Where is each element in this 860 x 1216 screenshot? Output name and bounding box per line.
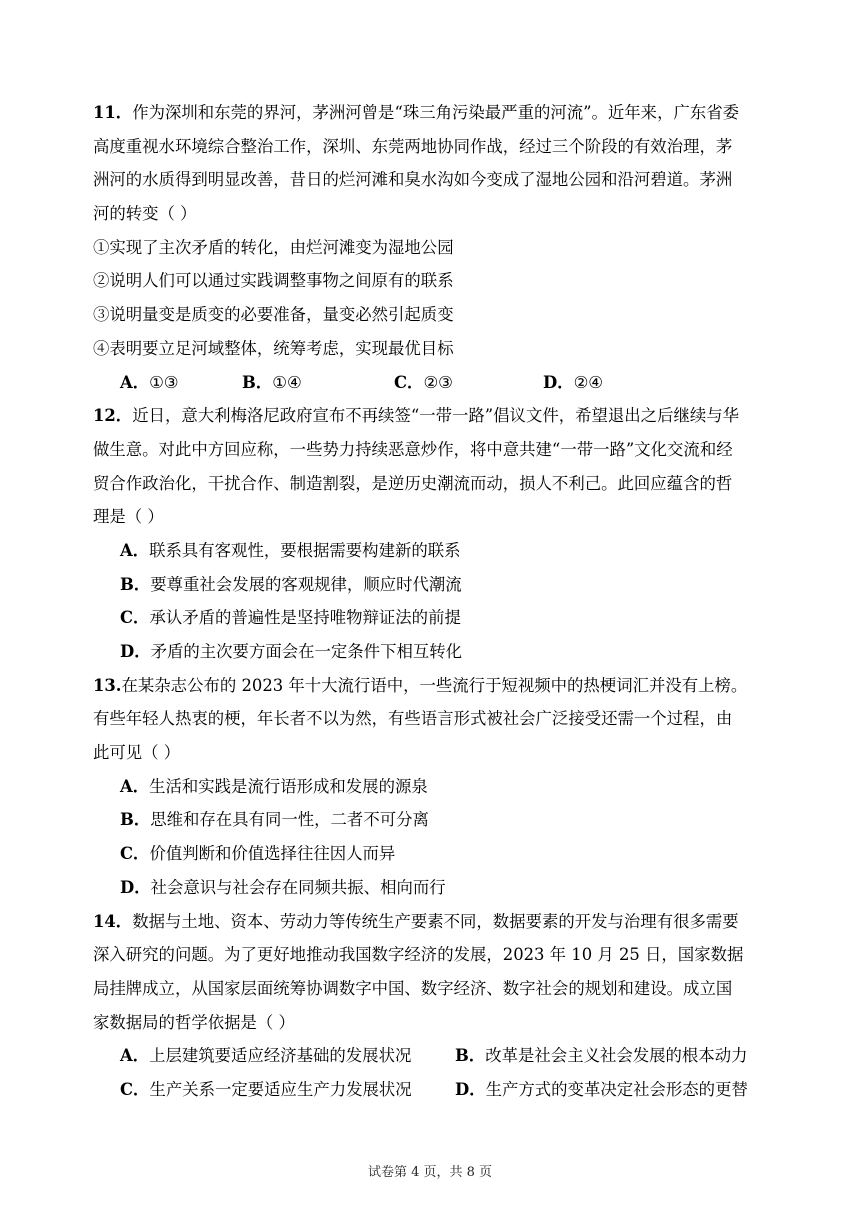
question-number: 12． [93, 406, 133, 426]
option-c[interactable]: C．生产关系一定要适应生产力发展状况 [120, 1079, 412, 1099]
option-c[interactable]: C．承认矛盾的普遍性是坚持唯物辩证法的前提 [120, 608, 461, 628]
question-13-line-1 [93, 669, 773, 703]
question-number: 13. [93, 675, 122, 695]
statement-3: ③说明量变是质变的必要准备，量变必然引起质变 [93, 305, 454, 325]
option-d[interactable]: D．矛盾的主次要方面会在一定条件下相互转化 [120, 642, 463, 661]
question-14-options-row-2 [93, 1073, 773, 1107]
option-c[interactable]: C．②③ [394, 372, 453, 392]
question-11-line-4: 河的转变（ ） [93, 204, 197, 224]
option-b[interactable]: B．改革是社会主义社会发展的根本动力 [455, 1046, 748, 1066]
question-14-line-4: 家数据局的哲学依据是（ ） [93, 1012, 295, 1032]
question-13-line-3: 此可见（ ） [93, 743, 181, 763]
question-text: 数据与土地、资本、劳动力等传统生产要素不同，数据要素的开发与治理有很多需要 [132, 911, 739, 931]
question-11-line-1 [93, 96, 773, 130]
question-list [93, 96, 773, 1107]
statement-1: ①实现了主次矛盾的转化，由烂河滩变为湿地公园 [93, 237, 454, 257]
option-c[interactable]: C．价值判断和价值选择往往因人而异 [120, 844, 396, 864]
question-14 [93, 905, 773, 1107]
page-footer: 试卷第 4 页，共 8 页 [367, 1165, 493, 1180]
option-b[interactable]: B．思维和存在具有同一性，二者不可分离 [120, 810, 429, 830]
option-d[interactable]: D．②④ [543, 372, 603, 392]
question-14-line-2: 深入研究的问题。为了更好地推动我国数字经济的发展，2023 年 10 月 25 日，国家数据 [93, 945, 744, 965]
question-text: 作为深圳和东莞的界河，茅洲河曾是“珠三角污染最严重的河流”。近年来，广东省委 [132, 103, 740, 122]
question-12-line-4: 理是（ ） [93, 507, 164, 527]
option-b[interactable]: B．要尊重社会发展的客观规律，顺应时代潮流 [120, 574, 462, 594]
question-11 [93, 96, 773, 399]
question-number: 11． [93, 103, 133, 122]
question-13-line-2: 有些年轻人热衷的梗，年长者不以为然，有些语言形式被社会广泛接受还需一个过程，由 [93, 709, 733, 729]
question-11-line-2: 高度重视水环境综合整治工作，深圳、东莞两地协同作战，经过三个阶段的有效治理，茅 [93, 136, 733, 156]
statement-4: ④表明要立足河域整体，统筹考虑，实现最优目标 [93, 338, 454, 358]
option-d[interactable]: D．生产方式的变革决定社会形态的更替 [455, 1079, 748, 1099]
question-13 [93, 669, 773, 905]
option-a[interactable]: A．联系具有客观性，要根据需要构建新的联系 [120, 540, 461, 560]
question-11-line-3: 洲河的水质得到明显改善，昔日的烂河滩和臭水沟如今变成了湿地公园和沿河碧道。茅洲 [93, 170, 733, 190]
option-a[interactable]: A．生活和实践是流行语形成和发展的源泉 [120, 776, 428, 796]
question-12-line-2: 做生意。对此中方回应称，一些势力持续恶意炒作，将中意共建“一带一路”文化交流和经 [93, 439, 733, 459]
question-12-line-3: 贸合作政治化，干扰合作、制造割裂，是逆历史潮流而动，损人不利己。此回应蕴含的哲 [93, 473, 733, 493]
question-text: 在某杂志公布的 2023 年十大流行语中，一些流行于短视频中的热梗词汇并没有上榜。 [121, 675, 748, 695]
question-text: 近日，意大利梅洛尼政府宣布不再续签“一带一路”倡议文件，希望退出之后继续与华 [132, 406, 740, 426]
question-number: 14． [93, 911, 133, 931]
question-14-line-1 [93, 905, 773, 939]
option-a[interactable]: A．上层建筑要适应经济基础的发展状况 [120, 1046, 412, 1066]
question-14-line-3: 局挂牌成立，从国家层面统筹协调数字中国、数字经济、数字社会的规划和建设。成立国 [93, 978, 733, 998]
question-12 [93, 399, 773, 669]
question-12-line-1 [93, 399, 773, 433]
statement-2: ②说明人们可以通过实践调整事物之间原有的联系 [93, 271, 454, 291]
option-d[interactable]: D．社会意识与社会存在同频共振、相向而行 [120, 877, 446, 897]
option-b[interactable]: B．①④ [242, 372, 302, 392]
question-14-options-row-1 [93, 1039, 773, 1073]
option-a[interactable]: A．①③ [120, 372, 179, 392]
question-11-options [93, 366, 773, 400]
